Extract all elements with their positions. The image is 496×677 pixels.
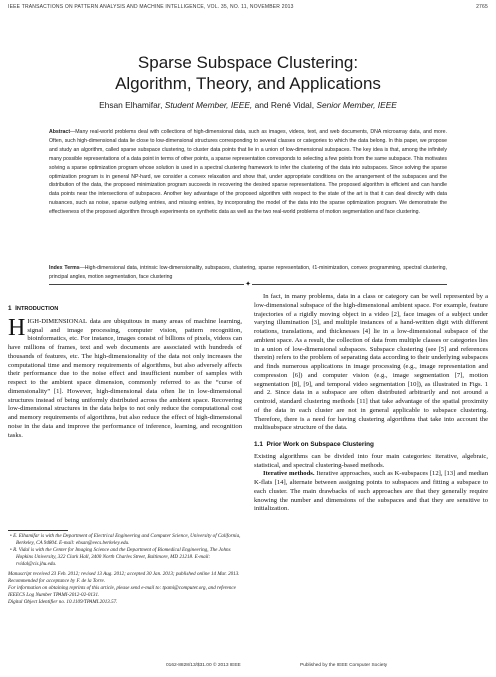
subsection-paragraph-1: Existing algorithms can be divided into four main categories: iterative, algebraic, statistical, and spectral clustering-based methods. (254, 452, 488, 469)
subsection-heading (254, 441, 488, 450)
title-line-1: Sparse Subspace Clustering: (137, 53, 359, 72)
iterative-methods-text: Iterative approaches, such as K-subspaces [12], [13] and median K-flats [14], alternate between assigning points to subspaces and fitting a subspace to each cluster. The main drawbacks of such approaches are that they generally require knowing the number and dimensions of the subspaces and that they are sensitive to initialization. (254, 470, 488, 513)
section-title-rest: NTRODUCTION (16, 306, 59, 312)
lead-small-caps: IGH-DIMENSIONAL (27, 317, 88, 325)
footnotes (8, 533, 242, 606)
manuscript-received: Manuscript received 23 Feb. 2012; revised 13 Aug. 2012; accepted 30 Jan. 2013; published online 14 Mar. 2013. (8, 571, 240, 577)
publisher-notice: Published by the IEEE Computer Society (300, 663, 388, 668)
author-2-name: and René Vidal, (254, 100, 315, 110)
footnote-affiliation-2: • R. Vidal is with the Center for Imaging Science and the Department of Biomedical Engineering, The Johns Hopkins University, 322 Clark Hall, 3400 North Charles Street, Baltimore, MD 21218. E-mail: rvidal@cis.jhu.edu. (10, 547, 231, 567)
subsection-title: Prior Work on Subspace Clustering (266, 441, 374, 448)
separator-diamond-icon: ✦ (245, 280, 251, 288)
running-header (8, 4, 488, 14)
intro-paragraph-2: In fact, in many problems, data in a class or category can be well represented by a low-dimensional subspace of the high-dimensional ambient space. For example, feature trajectories of a rigidly moving object in a video [2], face images of a subject under varying illumination [3], and multiple instances of a hand-written digit with different rotations, translations, and thicknesses [4] lie in a low-dimensional subspace of the ambient space. As a result, the collection of data from multiple classes or categories lies in a union of low-dimensional subspaces. Subspace clustering (see [5] and references therein) refers to the problem of separating data according to their underlying subspaces and finds numerous applications in image processing (e.g., image representation and compression [6]) and computer vision (e.g., image segmentation [7], motion segmentation [8], [9], and temporal video segmentation [10]), as illustrated in Figs. 1 and 2. Since data in a subspace are often distributed arbitrarily and not around a centroid, standard clustering methods [11] that take advantage of the spatial proximity of the data in each cluster are not in general applicable to subspace clustering. Therefore, there is a need for having clustering algorithms that take into account the multisubspace structure of the data. (254, 293, 488, 432)
author-1-role: Student Member, IEEE, (164, 100, 253, 110)
section-title-first: I (15, 305, 17, 312)
subsection-paragraph-2 (254, 470, 488, 514)
page-number: 2765 (476, 4, 488, 10)
author-line (0, 100, 496, 110)
iterative-methods-label: Iterative methods. (263, 470, 315, 478)
copyright-notice: 0162-8828/13/$31.00 © 2013 IEEE (166, 663, 241, 668)
intro-text-1: data are ubiquitous in many areas of machine learning, signal and image processing, computer vision, pattern recognition, bioinformatics, etc. For instance, images consist of billions of pixels, videos can have millions of frames, text and web documents are associated with hundreds of thousands of features, etc. The high-dimensionality of the data not only increases the computational time and memory requirements of algorithms, but also adversely affects their performance due to the noise effect and insufficient number of samples with respect to the ambient space dimension, commonly referred to as the “curse of dimensionality” [1]. However, high-dimensional data often lie in low-dimensional structures instead of being uniformly distributed across the ambient space. Recovering low-dimensional structures in the data helps to not only reduce the computational cost and memory requirements of algorithms, but also reduce the effect of high-dimensional noise in the data and improve the performance of inference, learning, and recognition tasks. (8, 317, 242, 439)
subsection-number: 1.1 (254, 441, 263, 448)
footnote-text-1: E. Elhamifar is with the Department of Electrical Engineering and Computer Science, University of California, Berkeley, CA 94804. E-mail: ehsan@eecs.berkeley.edu. (13, 533, 241, 546)
section-heading (8, 305, 242, 314)
footnote-rule (8, 530, 68, 531)
reprints-info: For information on obtaining reprints of this article, please send e-mail to: tpami@computer.org, and reference IEEECS Log Number TPAMI-2012-02-0131. (8, 585, 236, 598)
index-terms-label: Index Terms (49, 265, 80, 271)
paper-title (0, 52, 496, 94)
index-terms-text: —High-dimensional data, intrinsic low-dimensionality, subspaces, clustering, sparse representation, ℓ1-minimization, convex programming, spectral clustering, principal angles, motion segmentation, face clustering (49, 265, 447, 280)
author-2-role: Senior Member, IEEE (316, 100, 397, 110)
doi: Digital Object Identifier no. 10.1109/TPAMI.2013.57. (8, 599, 118, 605)
abstract-label: Abstract (49, 129, 71, 135)
drop-cap: H (8, 314, 26, 341)
intro-paragraph-1 (8, 314, 242, 441)
recommended-by: Recommended for acceptance by F. de la Torre. (8, 578, 105, 584)
right-column (254, 293, 488, 514)
journal-header: IEEE TRANSACTIONS ON PATTERN ANALYSIS AND MACHINE INTELLIGENCE, VOL. 35, NO. 11, NOVEMBER 2013 (8, 4, 294, 10)
footnote-affiliation-1: • E. Elhamifar is with the Department of Electrical Engineering and Computer Science, University of California, Berkeley, CA 94804. E-mail: ehsan@eecs.berkeley.edu. (10, 533, 241, 546)
section-number: 1 (8, 305, 12, 312)
footnote-text-2: R. Vidal is with the Center for Imaging Science and the Department of Biomedical Engineering, The Johns Hopkins University, 322 Clark Hall, 3400 North Charles Street, Baltimore, MD 21218. E-mail: rvidal@cis.jhu.edu. (13, 547, 231, 567)
abstract-text: —Many real-world problems deal with collections of high-dimensional data, such as images, videos, text, and web documents, DNA microarray data, and more. Often, such high-dimensional data lie close to low-dimensional structures corresponding to several classes or categories to which the data belong. In this paper, we propose and study an algorithm, called sparse subspace clustering, to cluster data points that lie in a union of low-dimensional subspaces. The key idea is that, among the infinitely many possible representations of a data point in terms of other points, a sparse representation corresponds to selecting a few points from the same subspace. This motivates solving a sparse optimization program whose solution is used in a spectral clustering framework to infer the clustering of the data into subspaces. Since solving the sparse optimization program is in general NP-hard, we consider a convex relaxation and show that, under appropriate conditions on the arrangement of the subspaces and the distribution of the data, the proposed minimization program succeeds in recovering the desired sparse representations. The proposed algorithm is efficient and can handle data points near the intersections of subspaces. Another key advantage of the proposed algorithm with respect to the state of the art is that it can deal directly with data nuisances, such as noise, sparse outlying entries, and missing entries, by incorporating the model of the data into the sparse optimization program. We demonstrate the effectiveness of the proposed algorithm through experiments on synthetic data as well as the two real-world problems of motion segmentation and face clustering. (49, 129, 447, 216)
title-line-2: Algorithm, Theory, and Applications (115, 74, 381, 93)
author-1-name: Ehsan Elhamifar, (99, 100, 163, 110)
abstract (49, 128, 447, 217)
left-column (8, 305, 242, 440)
